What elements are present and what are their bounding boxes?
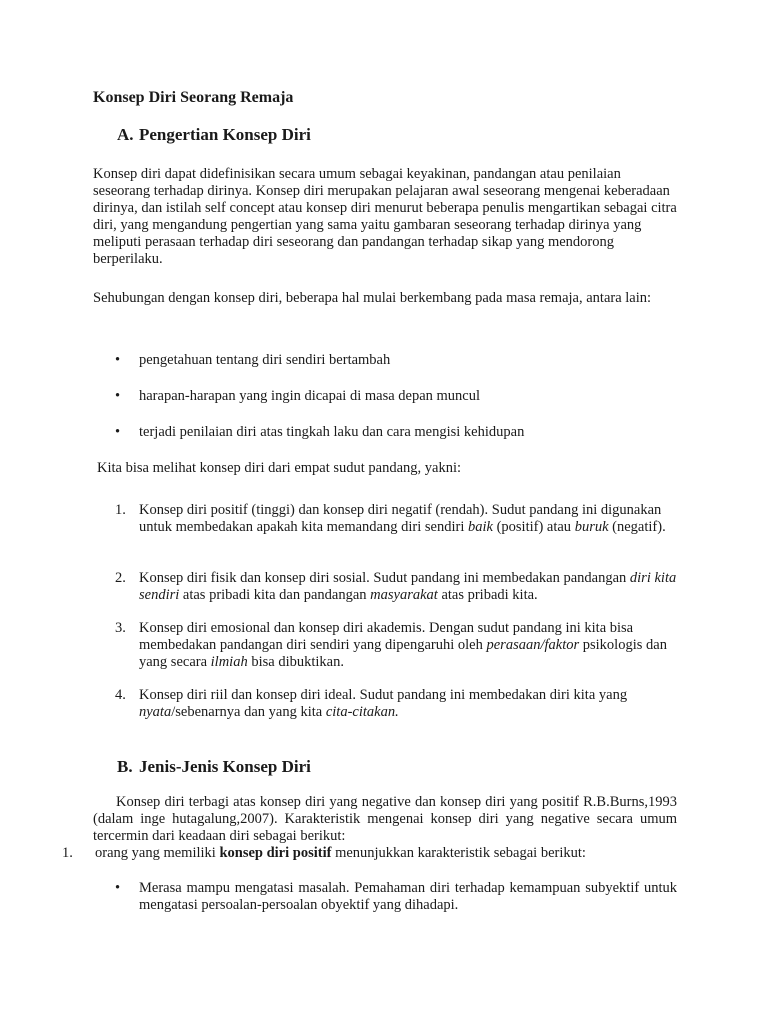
- item-text: Konsep diri emosional dan konsep diri akademis. Dengan sudut pandang ini kita bisa membedakan pandangan diri sendiri yang dipengaruhi oleh perasaan/faktor psikologis dan yang secara ilmiah bisa dibuktikan.: [139, 620, 667, 670]
- bullet-text: harapan-harapan yang ingin dicapai di masa depan muncul: [139, 388, 481, 404]
- definition-paragraph: Konsep diri dapat didefinisikan secara umum sebagai keyakinan, pandangan atau penilaian seseorang terhadap dirinya. Konsep diri merupakan pelajaran awal seseorang mengenai keberadaan dirinya, dan istilah self concept atau konsep diri menurut beberapa penulis mengartikan sebagai citra diri, yang mengandung pengertian yang sama yaitu gambaran seseorang terhadap dirinya yang meliputi perasaan terhadap diri seseorang dan pandangan terhadap sikap yang mendorong berperilaku.: [93, 166, 677, 267]
- item-number: 1.: [62, 845, 73, 861]
- list-item: [115, 880, 677, 914]
- item-text: orang yang memiliki konsep diri positif menunjukkan karakteristik sebagai berikut:: [95, 845, 586, 861]
- item-text: Konsep diri riil dan konsep diri ideal. Sudut pandang ini membedakan diri kita yang nyata/sebenarnya dan yang kita cita-citakan.: [139, 687, 628, 720]
- bullet-icon: •: [115, 424, 121, 440]
- numbered-item: [115, 570, 677, 604]
- bullet-text: pengetahuan tentang diri sendiri bertambah: [139, 352, 391, 368]
- section-a-title: Pengertian Konsep Diri: [139, 125, 311, 144]
- item-text: Konsep diri positif (tinggi) dan konsep diri negatif (rendah). Sudut pandang ini digunakan untuk membedakan apakah kita memandang diri sendiri baik (positif) atau buruk (negatif).: [139, 502, 666, 535]
- numbered-item: [115, 687, 677, 721]
- item-text: Konsep diri fisik dan konsep diri sosial. Sudut pandang ini membedakan pandangan diri kita sendiri atas pribadi kita dan pandangan masyarakat atas pribadi kita.: [139, 570, 677, 603]
- section-b-title: Jenis-Jenis Konsep Diri: [139, 757, 311, 776]
- section-a-heading: [117, 126, 311, 143]
- numbered-item: [115, 620, 677, 671]
- viewpoints-intro: Kita bisa melihat konsep diri dari empat sudut pandang, yakni:: [97, 460, 462, 476]
- bullet-icon: •: [115, 880, 121, 896]
- list-item: [115, 388, 677, 405]
- section-b-heading: [117, 758, 311, 775]
- document-title: Konsep Diri Seorang Remaja: [93, 89, 294, 106]
- list-item: [115, 424, 677, 441]
- numbered-item: [62, 845, 677, 862]
- bullet-text: terjadi penilaian diri atas tingkah laku dan cara mengisi kehidupan: [139, 424, 525, 440]
- item-number: 2.: [115, 570, 126, 586]
- item-number: 1.: [115, 502, 126, 518]
- section-b-letter: B.: [117, 757, 133, 776]
- development-paragraph: Sehubungan dengan konsep diri, beberapa hal mulai berkembang pada masa remaja, antara lain:: [93, 290, 652, 306]
- item-number: 4.: [115, 687, 126, 703]
- bullet-icon: •: [115, 388, 121, 404]
- bullet-text: Merasa mampu mengatasi masalah. Pemahaman diri terhadap kemampuan subyektif untuk mengatasi persoalan-persoalan obyektif yang dihadapi.: [139, 880, 677, 913]
- item-number: 3.: [115, 620, 126, 636]
- list-item: [115, 352, 677, 369]
- section-a-letter: A.: [117, 125, 134, 144]
- bullet-icon: •: [115, 352, 121, 368]
- types-intro-paragraph: Konsep diri terbagi atas konsep diri yang negative dan konsep diri yang positif R.B.Burns,1993 (dalam inge hutagalung,2007). Karakteristik mengenai konsep diri yang negative secara umum tercermin dari keadaan diri sebagai berikut:: [93, 794, 677, 844]
- numbered-item: [115, 502, 677, 536]
